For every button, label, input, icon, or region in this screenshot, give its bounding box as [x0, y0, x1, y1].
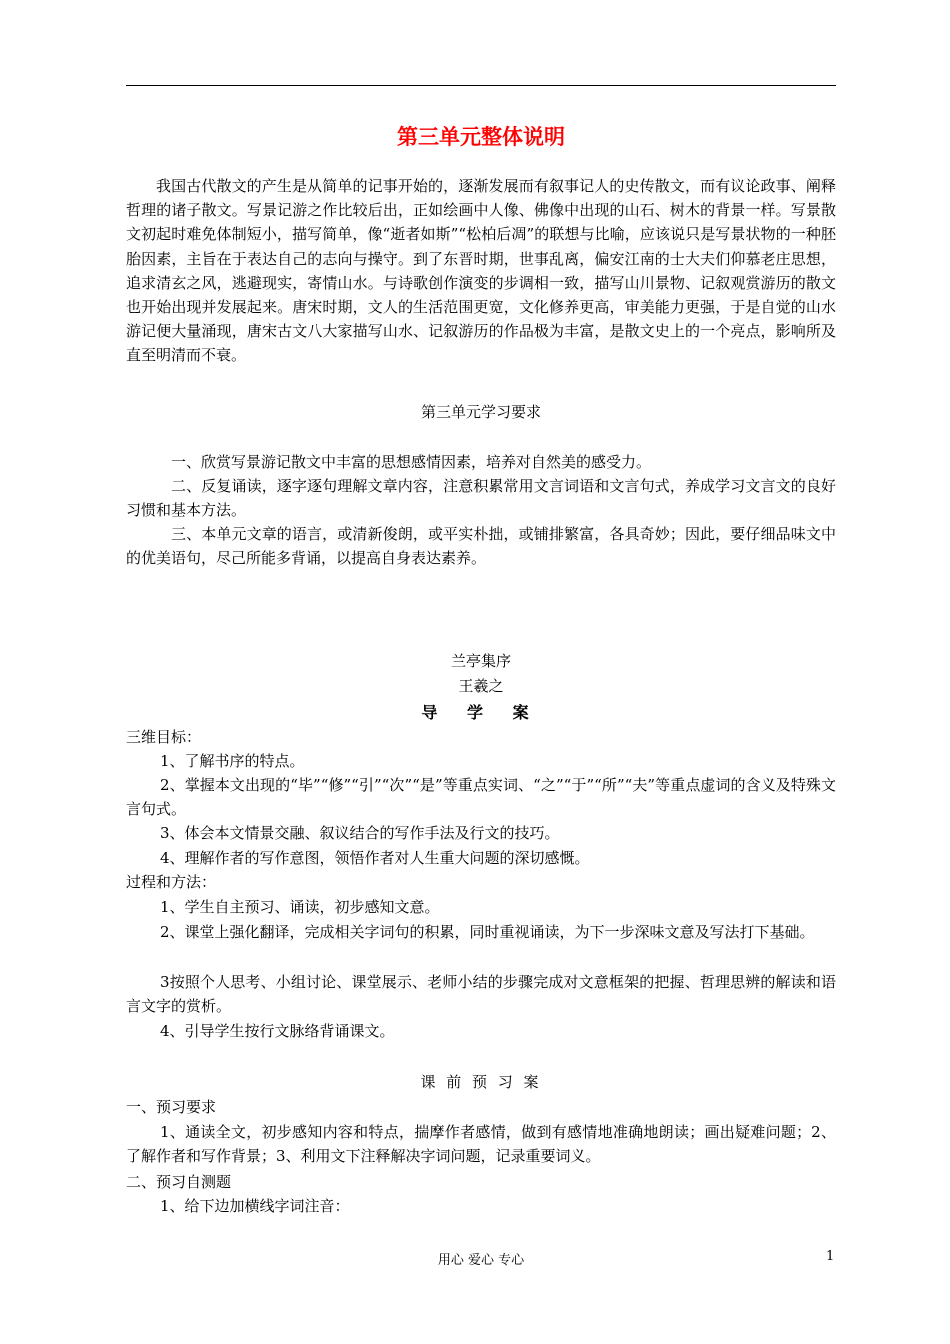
lesson-title: 兰亭集序: [450, 652, 511, 670]
goal-3: 3、体会本文情景交融、叙议结合的写作手法及行文的技巧。: [160, 824, 560, 842]
goal-4: 4、理解作者的写作意图，领悟作者对人生重大问题的深切感慨。: [160, 849, 590, 867]
requirements-heading: 第三单元学习要求: [420, 403, 541, 421]
footer-text: 用心 爱心 专心: [437, 1253, 525, 1268]
self-test-label: 二、预习自测题: [126, 1173, 232, 1191]
preview-requirements-label: 一、预习要求: [126, 1098, 217, 1116]
process-4: 4、引导学生按行文脉络背诵课文。: [160, 1022, 395, 1040]
requirement-1: 一、欣赏写景游记散文中丰富的思想感情因素，培养对自然美的感受力。: [171, 453, 652, 471]
goal-2: 2、掌握本文出现的“毕”“修”“引”“次”“是”等重点实词、“之”“于”“所”“夫”等重点虚词的含义及特殊文言句式。: [126, 776, 836, 819]
process-2: 2、课堂上强化翻译，完成相关字词句的积累，同时重视诵读，为下一步深味文意及写法打下基础。: [160, 923, 815, 941]
process-3: 3按照个人思考、小组讨论、课堂展示、老师小结的步骤完成对文意框架的把握、哲理思辨的解读和语言文字的赏析。: [126, 973, 836, 1016]
header-rule: [126, 85, 836, 86]
guide-heading: 导 学 案: [421, 703, 541, 722]
process-1: 1、学生自主预习、诵读，初步感知文意。: [160, 898, 440, 916]
lesson-author: 王羲之: [458, 677, 504, 695]
goal-1: 1、了解书序的特点。: [160, 752, 305, 770]
page-title: 第三单元整体说明: [397, 125, 565, 149]
preview-heading: 课 前 预 习 案: [420, 1073, 542, 1091]
requirement-2: 二、反复诵读，逐字逐句理解文章内容，注意积累常用文言词语和文言句式，养成学习文言文的良好习惯和基本方法。: [126, 477, 836, 520]
requirement-3: 三、本单元文章的语言，或清新俊朗，或平实朴拙，或铺排繁富，各具奇妙；因此，要仔细品味文中的优美语句，尽己所能多背诵，以提高自身表达素养。: [126, 525, 836, 568]
self-test-item: 1、给下边加横线字词注音：: [160, 1197, 350, 1215]
page-number: 1: [826, 1249, 835, 1264]
intro-paragraph: 我国古代散文的产生是从简单的记事开始的，逐渐发展而有叙事记人的史传散文，而有议论政事、阐释哲理的诸子散文。写景记游之作比较后出，正如绘画中人像、佛像中出现的山石、树木的背景一样。写景散文初起时难免体制短小，描写简单，像“逝者如斯”“松柏后凋”的联想与比喻，应该说只是写景状物的一种胚胎因素，主旨在于表达自己的志向与操守。到了东晋时期，世事乱离，偏安江南的士大夫们仰慕老庄思想，追求清玄之风，逃避现实，寄情山水。与诗歌创作演变的步调相一致，描写山川景物、记叙观赏游历的散文也开始出现并发展起来。唐宋时期，文人的生活范围更宽，文化修养更高，审美能力更强，于是自觉的山水游记便大量涌现，唐宋古文八大家描写山水、记叙游历的作品极为丰富，是散文史上的一个亮点，影响所及直至明清而不衰。: [126, 177, 836, 365]
preview-requirements-text: 1、通读全文，初步感知内容和特点，揣摩作者感情，做到有感情地准确地朗读；画出疑难问题；2、了解作者和写作背景；3、利用文下注释解决字词问题，记录重要词义。: [126, 1123, 836, 1166]
process-label: 过程和方法：: [126, 873, 217, 891]
goals-label: 三维目标：: [126, 728, 202, 746]
